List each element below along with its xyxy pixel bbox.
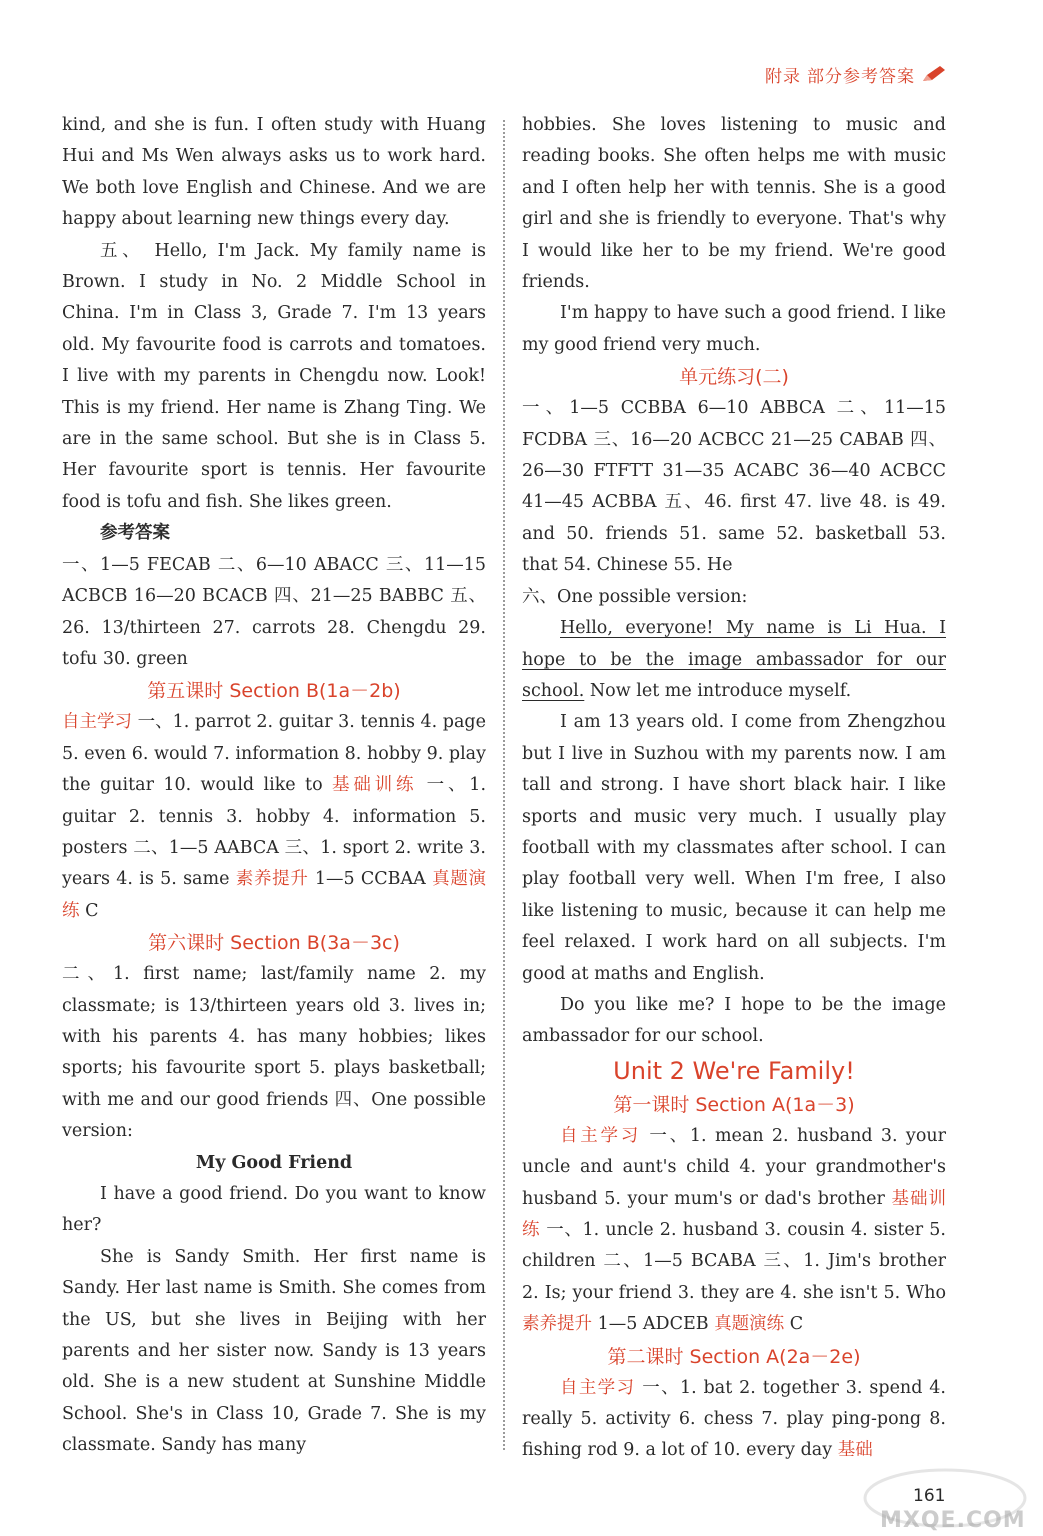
- underlined-sentence: Hello, everyone! My name is Li Hua. I hope to be the image ambassador for our school.: [522, 618, 946, 701]
- page-header: [765, 58, 947, 90]
- unit-title: Unit 2 We're Family!: [613, 1056, 855, 1085]
- tag-basic-training: 基础: [837, 1440, 873, 1461]
- unit-practice-title: 单元练习(二): [679, 366, 789, 389]
- tag-improvement: 素养提升: [522, 1314, 592, 1335]
- column-divider: [503, 120, 505, 1450]
- lesson1-answers: [522, 1121, 946, 1341]
- intro-rest: Now let me introduce myself.: [584, 680, 852, 701]
- paragraph: I'm happy to have such a good friend. I like my good friend very much.: [522, 303, 946, 355]
- paragraph: I have a good friend. Do you want to know her?: [62, 1184, 486, 1236]
- lesson-title: 第二课时 Section A(2a－2e): [607, 1345, 861, 1368]
- tag-self-study: 自主学习: [560, 1377, 636, 1398]
- lesson-title: 第六课时 Section B(3a－3c): [148, 932, 400, 955]
- lesson-title: 第一课时 Section A(1a－3): [613, 1093, 855, 1116]
- tag-real-exam: 真题演练: [714, 1314, 785, 1335]
- paragraph: I am 13 years old. I come from Zhengzhou but I live in Suzhou with my parents now. I am tall and strong. I have short black hair. I like sports and music very much. I usually play football with my classmates after school. I can play football very well. When I'm free, I also like listening to music, because it can help me feel relaxed. I work hard on all subjects. I'm good at maths and English.: [522, 712, 946, 984]
- right-column: [522, 110, 946, 1467]
- left-column: [62, 110, 486, 1462]
- lesson-title: 第五课时 Section B(1a－2b): [147, 680, 401, 703]
- tag-basic-training: 基础训练: [522, 1188, 946, 1240]
- answer-text: 一、1. bat 2. together 3. spend 4. really 5. activity 6. chess 7. play ping-pong 8. fishing rod 9. a lot of 10. every day: [522, 1377, 946, 1461]
- reference-answers-heading: 参考答案: [100, 523, 170, 544]
- pencil-icon: [921, 64, 947, 84]
- version-label: 六、One possible version:: [522, 586, 748, 607]
- essay-title: My Good Friend: [195, 1152, 353, 1173]
- tag-self-study: 自主学习: [560, 1125, 642, 1146]
- answer-text: 1—5 CCBAA: [314, 869, 426, 890]
- intro-paragraph: [522, 613, 946, 707]
- answer-text: 一、1. uncle 2. husband 3. cousin 4. sister 5. children 二、1—5 BCABA 三、1. Jim's brother 2. Is; your friend 3. they are 4. she isn't 5. Who: [522, 1220, 946, 1303]
- lesson6-answers: 二、1. first name; last/family name 2. my classmate; is 13/thirteen years old 3. lives in; with his parents 4. has many hobbies; likes sports; his favourite sport 5. plays basketball; with me and our good friends 四、One possible version:: [62, 964, 486, 1142]
- unit-practice-answers: 一、1—5 CCBBA 6—10 ABBCA 二、11—15 FCDBA 三、16—20 ACBCC 21—25 CABAB 四、26—30 FTFTT 31—35 ACABC 36—40 ACBCC 41—45 ACBBA 五、46. first 47. live 48. is 49. and 50. friends 51. same 52. basketball 53. that 54. Chinese 55. He: [522, 398, 946, 576]
- answer-text: 一、1. parrot 2. guitar 3. tennis 4. page 5. even 6. would 7. information 8. hobby 9. play the guitar 10. would like to: [62, 712, 486, 796]
- answer-text: C: [789, 1314, 804, 1335]
- paragraph: hobbies. She loves listening to music and reading books. She often helps me with music and I often help her with tennis. She is a good girl and she is friendly to everyone. That's why I would like her to be my friend. We're good friends.: [522, 115, 946, 293]
- tag-self-study: 自主学习: [62, 712, 133, 733]
- answer-text: 1—5 ADCEB: [597, 1314, 709, 1335]
- tag-improvement: 素养提升: [235, 869, 309, 890]
- appendix-label: 附录: [765, 66, 801, 87]
- paragraph: Do you like me? I hope to be the image ambassador for our school.: [522, 994, 946, 1047]
- answer-text: 一、1. guitar 2. tennis 3. hobby 4. information 5. posters 二、1—5 AABCA 三、1. sport 2. write 3. years 4. is 5. same: [62, 775, 487, 890]
- answers-title: 部分参考答案: [807, 66, 915, 87]
- paragraph: kind, and she is fun. I often study with Huang Hui and Ms Wen always asks us to work hard. We both love English and Chinese. And we are happy about learning new things every day.: [62, 115, 486, 230]
- tag-real-exam: 真题演练: [62, 869, 487, 921]
- paragraph: 五、 Hello, I'm Jack. My family name is Brown. I study in No. 2 Middle School in China. I'm in Class 3, Grade 7. I'm 13 years old. My favourite food is carrots and tomatoes. I live with my parents in Chengdu now. Look! This is my friend. Her name is Zhang Ting. We are in the same school. But she is in Class 5. Her favourite sport is tennis. Her favourite food is tofu and fish. She likes green.: [62, 240, 486, 512]
- reference-answers: 一、1—5 FECAB 二、6—10 ABACC 三、11—15 ACBCB 16—20 BCACB 四、21—25 BABBC 五、26. 13/thirteen 27. carrots 28. Chengdu 29. tofu 30. green: [62, 554, 486, 669]
- answer-text: C: [85, 900, 99, 921]
- paragraph: She is Sandy Smith. Her first name is Sandy. Her last name is Smith. She comes from the US, but she lives in Beijing with her parents and her sister now. Sandy is 13 years old. She is a new student at Sunshine Middle School. She's in Class 10, Grade 7. She is my classmate. Sandy has many: [62, 1246, 486, 1456]
- lesson5-answers: [62, 707, 486, 927]
- tag-basic-training: 基础训练: [332, 775, 418, 796]
- page-number: 161: [913, 1486, 946, 1506]
- lesson2-answers: [522, 1373, 946, 1467]
- watermark-text: MXQE.COM: [880, 1508, 1026, 1533]
- answer-text: 一、1. mean 2. husband 3. your uncle and aunt's child 4. your grandmother's husband 5. your mum's or dad's brother: [522, 1125, 946, 1209]
